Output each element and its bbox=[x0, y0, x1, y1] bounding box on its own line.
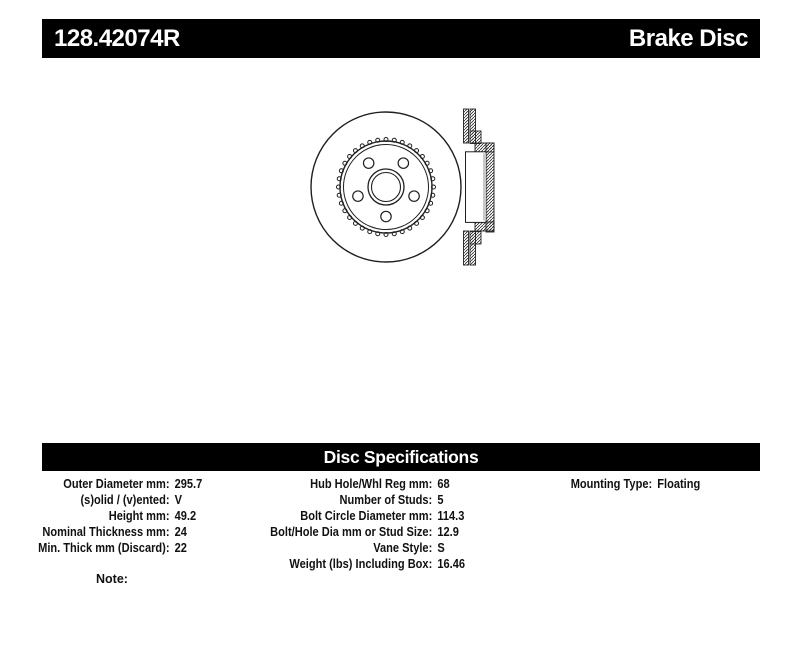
spec-row-vane-style bbox=[275, 540, 465, 556]
header-bar bbox=[42, 19, 760, 58]
note-label: Note: bbox=[96, 572, 128, 586]
spec-value: 24 bbox=[174, 524, 187, 539]
spec-value: 12.9 bbox=[437, 524, 459, 539]
spec-value: 16.46 bbox=[437, 556, 466, 571]
spec-row-nominal-thickness bbox=[42, 524, 202, 540]
spec-value: 295.7 bbox=[174, 476, 203, 491]
disc-side-view bbox=[464, 109, 495, 265]
spec-row-bolt-circle-diameter bbox=[275, 508, 465, 524]
spec-label: Bolt/Hole Dia mm or Stud Size: bbox=[270, 524, 433, 539]
spec-row-weight bbox=[275, 556, 465, 572]
spec-row-hub-hole bbox=[275, 476, 465, 492]
spec-label: Weight (lbs) Including Box: bbox=[289, 556, 433, 571]
spec-value: S bbox=[437, 540, 445, 555]
spec-row-outer-diameter bbox=[42, 476, 202, 492]
spec-value: 68 bbox=[437, 476, 450, 491]
spec-label: Mounting Type: bbox=[570, 476, 653, 491]
brake-disc-drawing bbox=[290, 95, 510, 280]
spec-value: 22 bbox=[174, 540, 187, 555]
spec-row-min-thickness bbox=[38, 540, 202, 556]
spec-column-right bbox=[500, 476, 700, 492]
spec-label: Nominal Thickness mm: bbox=[42, 524, 170, 539]
hub-hole bbox=[368, 169, 404, 205]
stud-holes bbox=[353, 158, 420, 222]
product-type-title: Brake Disc bbox=[628, 24, 748, 52]
spec-section-bar bbox=[42, 443, 760, 471]
spec-row-solid-vented bbox=[42, 492, 202, 508]
spec-row-bolt-hole-dia bbox=[270, 524, 465, 540]
spec-label: Bolt Circle Diameter mm: bbox=[300, 508, 433, 523]
spec-label: Outer Diameter mm: bbox=[63, 476, 170, 491]
spec-label: Hub Hole/Whl Reg mm: bbox=[310, 476, 433, 491]
spec-value: Floating bbox=[657, 476, 701, 491]
spec-value: V bbox=[174, 492, 182, 507]
spec-label: Number of Studs: bbox=[339, 492, 433, 507]
spec-row-height bbox=[42, 508, 202, 524]
spec-value: 5 bbox=[437, 492, 444, 507]
disc-front-view bbox=[311, 112, 461, 262]
spec-column-middle bbox=[270, 476, 466, 572]
spec-value: 114.3 bbox=[437, 508, 465, 523]
spec-label: Vane Style: bbox=[373, 540, 433, 555]
part-number: 128.42074R bbox=[54, 24, 180, 52]
spec-value: 49.2 bbox=[174, 508, 197, 523]
spec-label: Min. Thick mm (Discard): bbox=[38, 540, 170, 555]
spec-row-mounting-type bbox=[500, 476, 700, 492]
spec-column-left bbox=[38, 476, 203, 556]
spec-section-title: Disc Specifications bbox=[323, 446, 479, 467]
spec-row-number-of-studs bbox=[275, 492, 465, 508]
spec-label: Height mm: bbox=[108, 508, 170, 523]
spec-label: (s)olid / (v)ented: bbox=[80, 492, 170, 507]
